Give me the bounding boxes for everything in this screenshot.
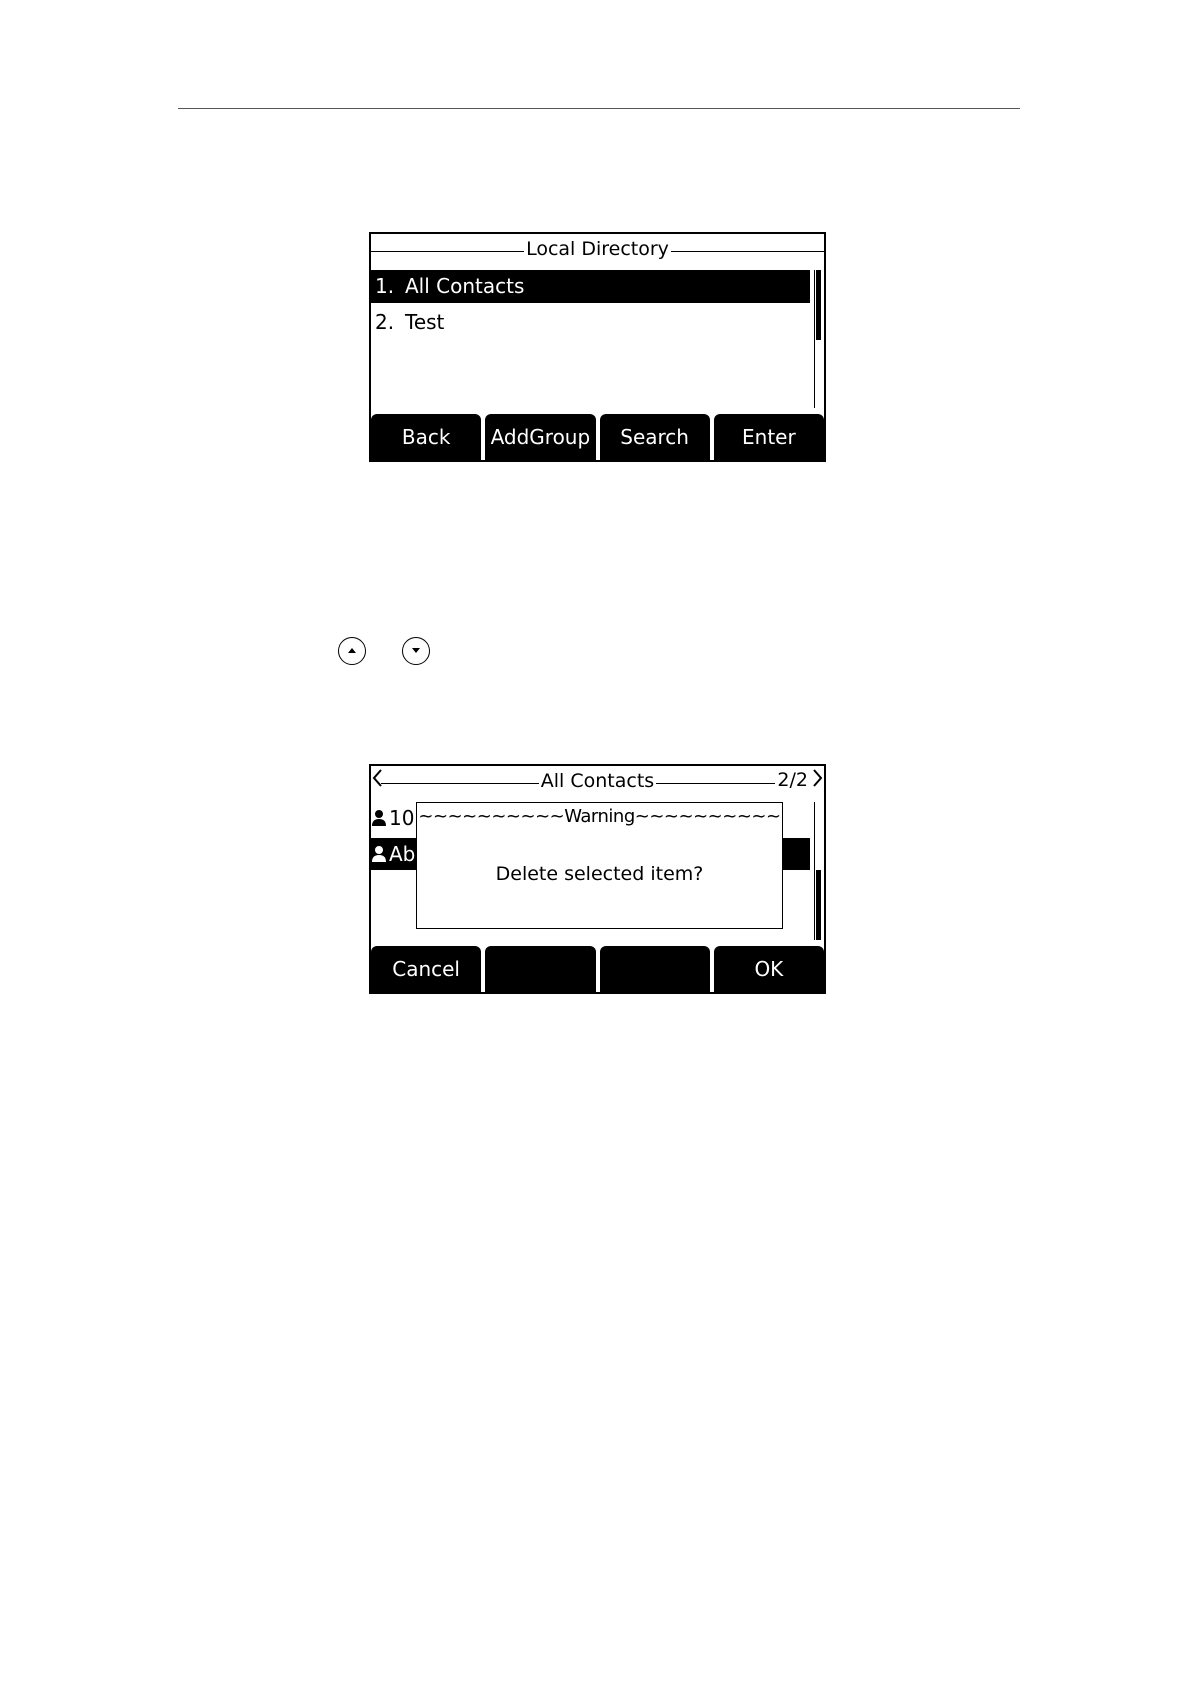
warning-dialog (416, 802, 783, 929)
page-header-rule (178, 108, 1020, 109)
addgroup-softkey[interactable]: AddGroup (485, 414, 595, 460)
screen-title: All Contacts (540, 770, 655, 792)
phone-screen-local-directory (369, 232, 826, 462)
contact-name: Ab (389, 842, 416, 866)
chevron-right-icon[interactable] (812, 767, 824, 795)
empty-softkey[interactable] (485, 946, 595, 992)
softkey-bar (371, 946, 824, 992)
group-list (371, 270, 810, 342)
title-bar (371, 766, 824, 798)
scrollbar[interactable] (814, 270, 821, 408)
scroll-thumb[interactable] (816, 270, 821, 340)
list-item-label: All Contacts (405, 274, 525, 298)
screen-title: Local Directory (526, 238, 669, 260)
back-softkey[interactable]: Back (371, 414, 481, 460)
list-item-label: Test (405, 310, 445, 334)
list-item-number: 2. (375, 310, 395, 334)
title-bar (371, 234, 824, 266)
up-arrow-key-icon (338, 637, 366, 665)
page-indicator: 2/2 (777, 769, 808, 791)
list-item-all-contacts[interactable] (371, 270, 810, 303)
dialog-message: Delete selected item? (495, 863, 704, 885)
phone-screen-all-contacts (369, 764, 826, 994)
cancel-softkey[interactable]: Cancel (371, 946, 481, 992)
search-softkey[interactable]: Search (600, 414, 710, 460)
down-arrow-key-icon (402, 637, 430, 665)
list-item-number: 1. (375, 274, 395, 298)
list-item-test[interactable] (371, 306, 810, 339)
scroll-thumb[interactable] (816, 870, 821, 940)
contact-name: 10 (389, 806, 415, 830)
scrollbar[interactable] (814, 802, 821, 940)
person-icon (371, 809, 389, 827)
person-icon (371, 845, 389, 863)
enter-softkey[interactable]: Enter (714, 414, 824, 460)
softkey-bar (371, 414, 824, 460)
empty-softkey[interactable] (600, 946, 710, 992)
dialog-title: ~~~~~~~~~~Warning~~~~~~~~~~ (418, 806, 781, 827)
ok-softkey[interactable]: OK (714, 946, 824, 992)
